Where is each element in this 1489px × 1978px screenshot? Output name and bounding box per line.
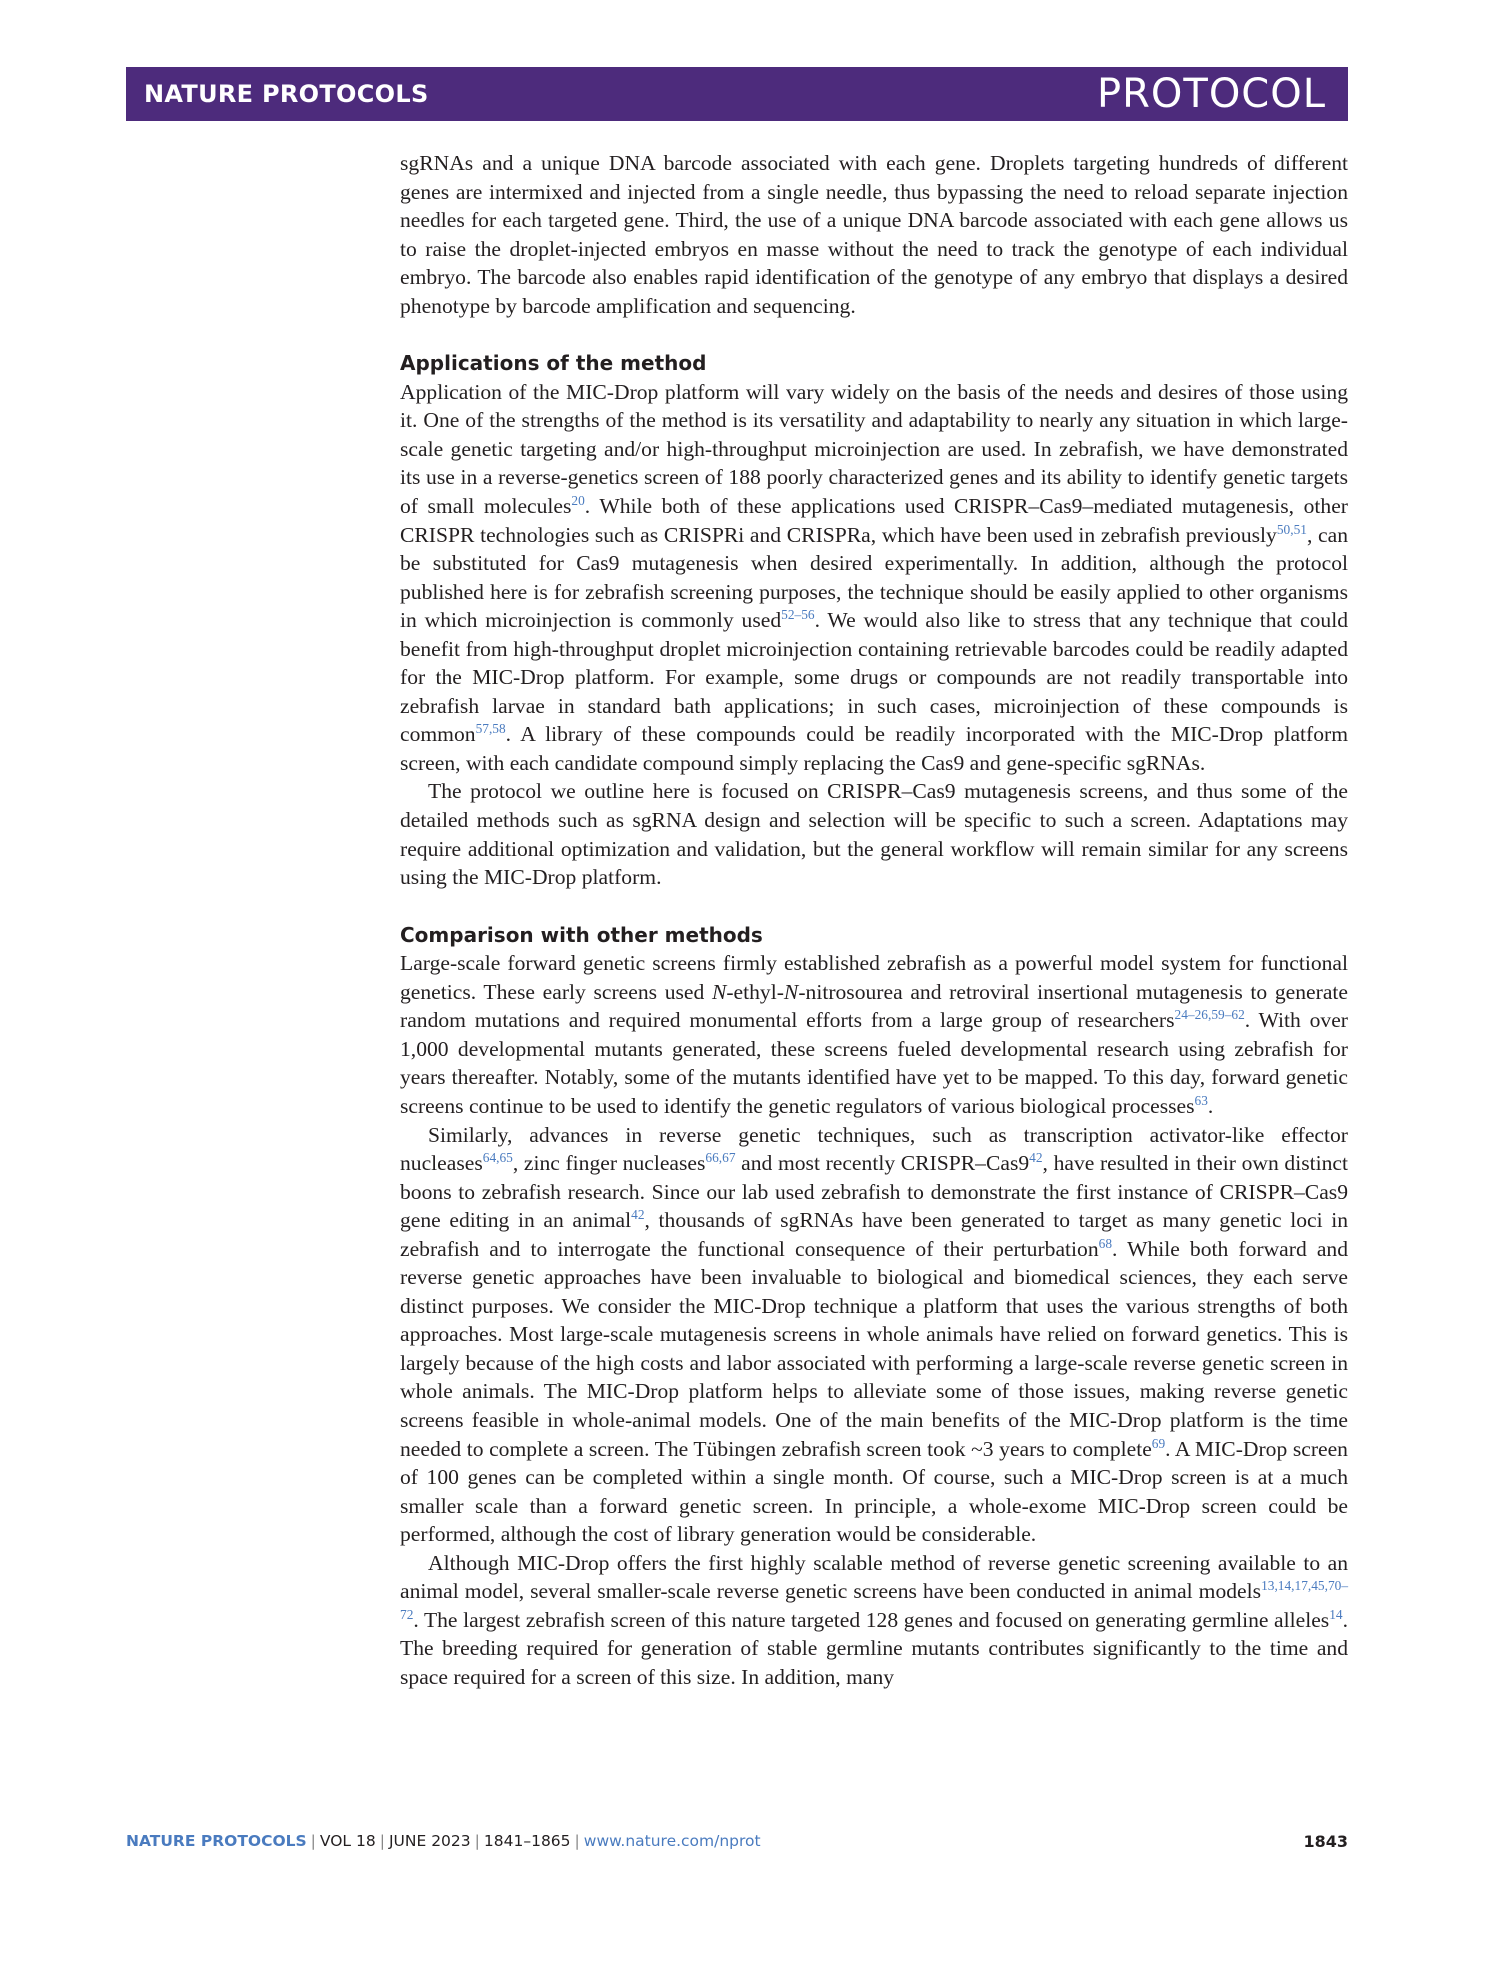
paragraph-applications-1: Application of the MIC-Drop platform will vary widely on the basis of the needs and desires of those using it. One of the strengths of the method is its versatility and adaptability to nearly any situation in which large-scale genetic targeting and/or high-throughput microinjection are used. In zebrafish, we have demonstrated its use in a reverse-genetics screen of 188 poorly characterized genes and its ability to identify genetic targets of small molecules$^{20}$. While both of these applications used CRISPR–Cas9–mediated mutagenesis, other CRISPR technologies such as CRISPRi and CRISPRa, which have been used in zebrafish previously$^{50,51}$, can be substituted for Cas9 mutagenesis when desired experimentally. In addition, although the protocol published here is for zebrafish screening purposes, the technique should be easily applied to other organisms in which microinjection is commonly used$^{52-56}$. We would also like to stress that any technique that could benefit from high-throughput droplet microinjection containing retrievable barcodes could be readily adapted for the MIC-Drop platform. For example, some drugs or compounds are not readily transportable into zebrafish larvae in standard bath applications; in such cases, microinjection of these compounds is common$^{57,58}$. A library of these compounds could be readily incorporated with the MIC-Drop platform screen, with each candidate compound simply replacing the Cas9 and gene-specific sgRNAs. — [400, 379, 1348, 775]
citation-ref[interactable]: 64,65 — [482, 1149, 513, 1165]
paragraph-comparison-2: Similarly, advances in reverse genetic techniques, such as transcription activator-like effector nucleases$^{64,65}$, zinc finger nucleases$^{66,67}$ and most recently CRISPR–Cas9$^{42}$, have resulted in their own distinct boons to zebrafish research. Since our lab used zebrafish to demonstrate the first instance of CRISPR–Cas9 gene editing in an animal$^{42}$, thousands of sgRNAs have been generated to target as many genetic loci in zebrafish and to interrogate the functional consequence of their perturbation$^{68}$. While both forward and reverse genetic approaches have been invaluable to biological and biomedical sciences, they each serve distinct purposes. We consider the MIC-Drop technique a platform that uses the various strengths of both approaches. Most large-scale mutagenesis screens in whole animals have relied on forward genetics. This is largely because of the high costs and labor associated with performing a large-scale reverse genetic screen in whole animals. The MIC-Drop platform helps to alleviate some of those issues, making reverse genetic screens feasible in whole-animal models. One of the main benefits of the MIC-Drop platform is the time needed to complete a screen. The Tübingen zebrafish screen took ~3 years to complete$^{69}$. A MIC-Drop screen of 100 genes can be completed within a single month. Of course, such a MIC-Drop screen is at a much smaller scale than a forward genetic screen. In principle, a whole-exome MIC-Drop screen could be performed, although the cost of library generation would be considerable. — [400, 1122, 1348, 1547]
citation-ref[interactable]: 24–26,59–62 — [1174, 1007, 1245, 1023]
footer-separator: | — [574, 1832, 580, 1850]
footer-date: JUNE 2023 — [388, 1832, 471, 1850]
citation-ref[interactable]: 14 — [1329, 1606, 1343, 1622]
footer-journal-link[interactable]: www.nature.com/nprot — [583, 1832, 761, 1850]
paragraph-applications-2: The protocol we outline here is focused on CRISPR–Cas9 mutagenesis screens, and thus some of the detailed methods such as sgRNA design and selection will be specific to such a screen. Adaptations may require additional optimization and validation, but the general workflow will remain similar for any screens using the MIC-Drop platform. — [400, 779, 1348, 890]
footer-volume: VOL 18 — [319, 1832, 376, 1850]
footer-pages: 1841–1865 — [483, 1832, 571, 1850]
paragraph-comparison-1: Large-scale forward genetic screens firmly established zebrafish as a powerful model system for functional genetics. These early screens used N-ethyl-N-nitrosourea and retroviral insertional mutagenesis to generate random mutations and required monumental efforts from a large group of researchers$^{24-26,59-62}$. With over 1,000 developmental mutants generated, these screens fueled developmental research using zebrafish for years thereafter. Notably, some of the mutants identified have yet to be mapped. To this day, forward genetic screens continue to be used to identify the genetic regulators of various biological processes$^{63}$. — [400, 951, 1348, 1118]
article-type-label: PROTOCOL — [1096, 71, 1326, 117]
section-heading-applications: Applications of the method — [400, 351, 707, 376]
footer-separator: | — [474, 1832, 480, 1850]
citation-ref[interactable]: 57,58 — [475, 721, 506, 737]
page-number: 1843 — [1303, 1832, 1348, 1851]
citation-ref[interactable]: 42 — [631, 1206, 645, 1222]
paragraph-comparison-3: Although MIC-Drop offers the first highly scalable method of reverse genetic screening available to an animal model, several smaller-scale reverse genetic screens have been conducted in animal models$^{13,14,17,45,70-72}$. The largest zebrafish screen of this nature targeted 128 genes and focused on generating germline alleles$^{14}$. The breeding required for generation of stable germline mutants contributes significantly to the time and space required for a screen of this size. In addition, many — [400, 1550, 1348, 1689]
intro-paragraph: sgRNAs and a unique DNA barcode associated with each gene. Droplets targeting hundreds of different genes are intermixed and injected from a single needle, thus bypassing the need to reload separate injection needles for each targeted gene. Third, the use of a unique DNA barcode associated with each gene allows us to raise the droplet-injected embryos en masse without the need to track the genotype of each individual embryo. The barcode also enables rapid identification of the genotype of any embryo that displays a desired phenotype by barcode amplification and sequencing. — [400, 151, 1348, 318]
header-bar — [126, 67, 1348, 121]
citation-ref[interactable]: 63 — [1194, 1092, 1208, 1108]
section-applications — [400, 349, 1348, 891]
page-footer — [126, 1832, 1348, 1856]
footer-separator: | — [379, 1832, 385, 1850]
section-comparison — [400, 921, 1348, 1692]
citation-ref[interactable]: 52–56 — [781, 607, 815, 623]
footer-citation — [126, 1832, 761, 1850]
section-heading-comparison: Comparison with other methods — [400, 922, 763, 947]
footer-journal: NATURE PROTOCOLS — [126, 1832, 307, 1850]
citation-ref[interactable]: 50,51 — [1276, 521, 1307, 537]
citation-ref[interactable]: 13,14,17,45,70–72 — [400, 1578, 1348, 1622]
citation-ref[interactable]: 69 — [1151, 1435, 1166, 1451]
main-text-column — [400, 149, 1348, 1691]
journal-name: NATURE PROTOCOLS — [144, 80, 429, 108]
citation-ref[interactable]: 42 — [1029, 1149, 1043, 1165]
citation-ref[interactable]: 68 — [1098, 1235, 1113, 1251]
citation-ref[interactable]: 66,67 — [705, 1149, 736, 1165]
citation-ref[interactable]: 20 — [571, 492, 585, 508]
footer-separator: | — [310, 1832, 316, 1850]
